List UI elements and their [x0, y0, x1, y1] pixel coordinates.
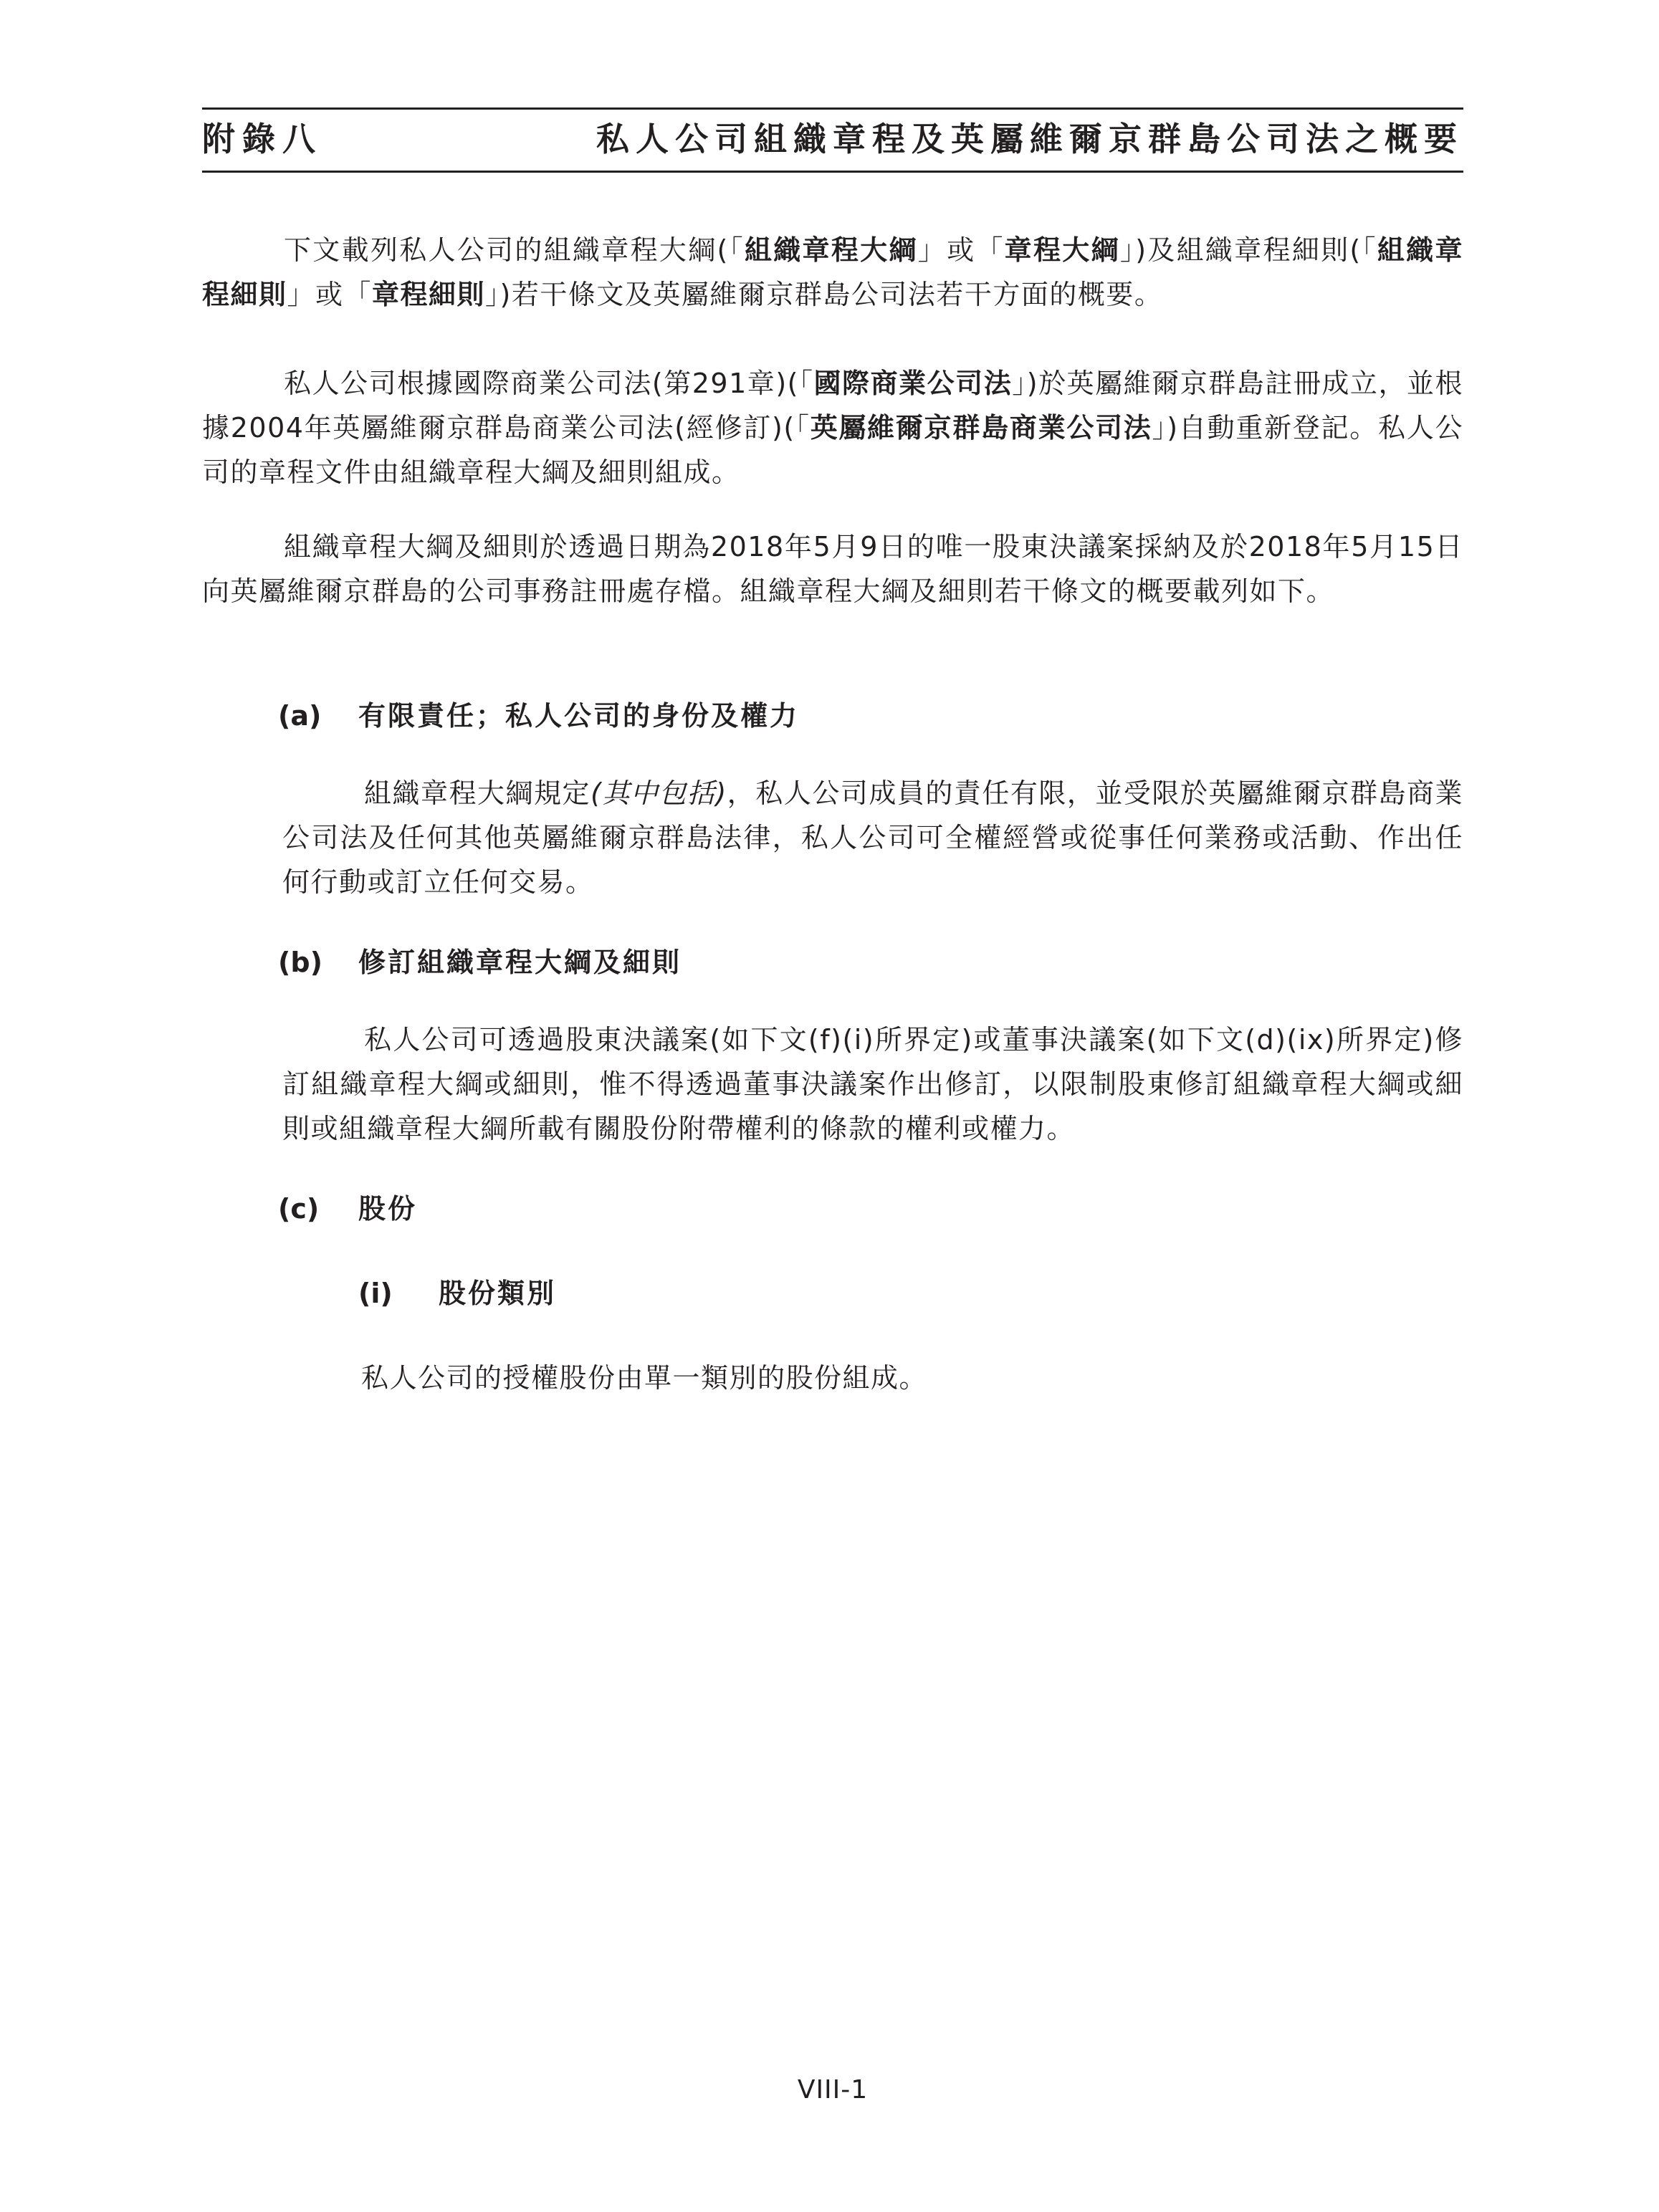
defined-term: 國際商業公司法: [813, 368, 1013, 399]
intro-paragraph-2: 私人公司根據國際商業公司法(第291章)(「國際商業公司法」)於英屬維爾京群島註冊成立，並根據2004年英屬維爾京群島商業公司法(經修訂)(「英屬維爾京群島商業公司法」)自動重新登記。私人公司的章程文件由組織章程大綱及細則組成。: [202, 368, 1463, 488]
header-top-rule: [202, 107, 1463, 110]
italic-phrase: (其中包括): [591, 777, 727, 809]
section-a-label: (a): [278, 700, 322, 732]
defined-term: 章程大綱: [1004, 234, 1120, 266]
section-a-body: 組織章程大綱規定(其中包括)，私人公司成員的責任有限，並受限於英屬維爾京群島商業公司法及任何其他英屬維爾京群島法律，私人公司可全權經營或從事任何業務或活動、作出任何行動或訂立任何交易。: [282, 777, 1463, 898]
defined-term: 章程細則: [372, 279, 486, 310]
section-c-label: (c): [278, 1193, 320, 1225]
section-b-label: (b): [278, 947, 322, 978]
section-c-title: 股份: [358, 1193, 418, 1225]
subsection-c-i-body: 私人公司的授權股份由單一類別的股份組成。: [361, 1362, 928, 1394]
intro-paragraph-1: 下文載列私人公司的組織章程大綱(「組織章程大綱」或「章程大綱」)及組織章程細則(「組織章程細則」或「章程細則」)若干條文及英屬維爾京群島公司法若干方面的概要。: [202, 234, 1463, 310]
page-header-title: 私人公司組織章程及英屬維爾京群島公司法之概要: [596, 120, 1463, 158]
section-b-title: 修訂組織章程大綱及細則: [358, 947, 682, 978]
section-b-body: 私人公司可透過股東決議案(如下文(f)(i)所界定)或董事決議案(如下文(d)(ix)所界定)修訂組織章程大綱或細則，惟不得透過董事決議案作出修訂，以限制股東修訂組織章程大綱或細則或組織章程大綱所載有關股份附帶權利的條款的權利或權力。: [282, 1024, 1463, 1144]
section-a-title: 有限責任；私人公司的身份及權力: [358, 700, 800, 732]
subsection-c-i-title: 股份類別: [439, 1278, 557, 1309]
section-b-heading: [278, 944, 682, 980]
defined-term: 英屬維爾京群島商業公司法: [810, 412, 1152, 444]
section-c-heading: [278, 1191, 417, 1227]
page-number: VIII-1: [797, 2075, 869, 2105]
intro-paragraph-3: 組織章程大綱及細則於透過日期為2018年5月9日的唯一股東決議案採納及於2018年5月15日向英屬維爾京群島的公司事務註冊處存檔。組織章程大綱及細則若干條文的概要載列如下。: [202, 531, 1463, 607]
defined-term: 組織章程大綱: [744, 234, 918, 266]
subsection-c-i-label: (i): [358, 1278, 393, 1309]
appendix-label: 附錄八: [202, 120, 322, 158]
defined-term: 組織章程細則: [202, 234, 1463, 310]
header-bottom-rule: [202, 171, 1463, 173]
document-page: [202, 0, 1463, 2212]
subsection-c-i-heading: [358, 1275, 556, 1311]
section-a-heading: [278, 698, 799, 734]
